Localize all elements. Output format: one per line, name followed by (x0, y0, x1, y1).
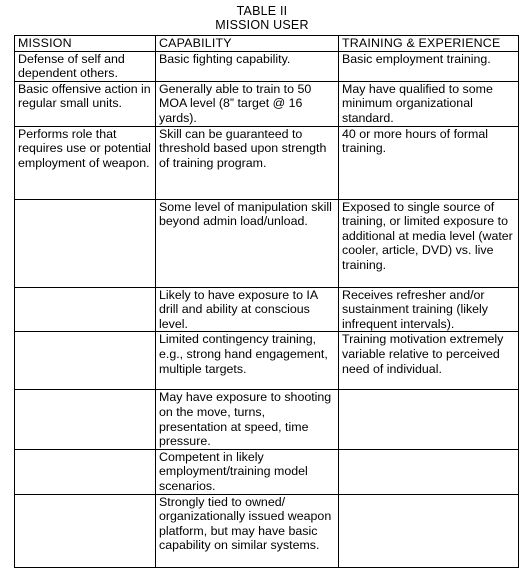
capability-cell: Limited contingency training, e.g., strong hand engagement, multiple targets. (156, 332, 339, 390)
training-cell: May have qualified to some minimum organizational standard. (339, 81, 519, 126)
table-title: MISSION USER (215, 18, 309, 32)
table-number: TABLE II (236, 4, 288, 18)
table-caption (0, 0, 524, 32)
capability-cell: May have exposure to shooting on the move, turns, presentation at speed, time pressure. (156, 390, 339, 449)
mission-cell: Performs role that requires use or potential employment of weapon. (15, 126, 156, 199)
table-row (15, 51, 519, 81)
training-cell (339, 494, 519, 567)
header-training-experience: TRAINING & EXPERIENCE (339, 36, 519, 52)
training-cell: 40 or more hours of formal training. (339, 126, 519, 199)
training-cell: Exposed to single source of training, or limited exposure to additional at media level (water cooler, article, DVD) vs. live training. (339, 199, 519, 287)
mission-cell (15, 287, 156, 332)
mission-cell: Basic offensive action in regular small units. (15, 81, 156, 126)
table-body (15, 51, 519, 567)
table-row (15, 126, 519, 199)
table-row (15, 199, 519, 287)
table-row (15, 449, 519, 494)
header-row (15, 36, 519, 52)
capability-cell: Generally able to train to 50 MOA level (8” target @ 16 yards). (156, 81, 339, 126)
training-cell (339, 449, 519, 494)
mission-cell: Defense of self and dependent others. (15, 51, 156, 81)
header-capability: CAPABILITY (156, 36, 339, 52)
table-row (15, 287, 519, 332)
capability-cell: Competent in likely employment/training model scenarios. (156, 449, 339, 494)
capability-cell: Likely to have exposure to IA drill and ability at conscious level. (156, 287, 339, 332)
mission-cell (15, 390, 156, 449)
capability-cell: Strongly tied to owned/ organizationally issued weapon platform, but may have basic capability on similar systems. (156, 494, 339, 567)
mission-cell (15, 332, 156, 390)
table-row (15, 81, 519, 126)
table-row (15, 390, 519, 449)
training-cell: Training motivation extremely variable relative to perceived need of individual. (339, 332, 519, 390)
table-row (15, 494, 519, 567)
header-mission: MISSION (15, 36, 156, 52)
mission-cell (15, 199, 156, 287)
training-cell: Receives refresher and/or sustainment training (likely infrequent intervals). (339, 287, 519, 332)
mission-cell (15, 449, 156, 494)
mission-user-table (14, 35, 519, 568)
capability-cell: Some level of manipulation skill beyond admin load/unload. (156, 199, 339, 287)
training-cell: Basic employment training. (339, 51, 519, 81)
table-row (15, 332, 519, 390)
capability-cell: Skill can be guaranteed to threshold based upon strength of training program. (156, 126, 339, 199)
training-cell (339, 390, 519, 449)
capability-cell: Basic fighting capability. (156, 51, 339, 81)
mission-cell (15, 494, 156, 567)
